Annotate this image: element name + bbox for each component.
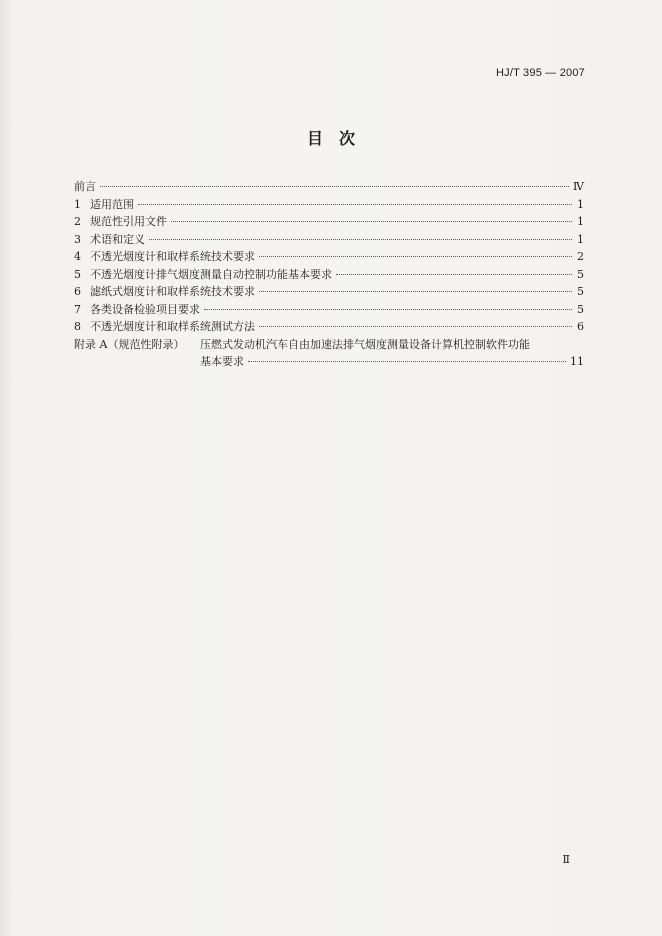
toc-entry-page: 11 xyxy=(570,355,584,368)
toc-entry-label: 适用范围 xyxy=(90,197,134,211)
toc-entry-page: 1 xyxy=(577,232,584,246)
dot-leader xyxy=(259,326,572,327)
toc-entry-page: 1 xyxy=(577,197,584,211)
toc-entry-page: Ⅳ xyxy=(573,180,584,193)
toc-entry-7[interactable] xyxy=(74,301,584,319)
toc-entry-label: 前言 xyxy=(74,180,96,193)
toc-entry-number: 5 xyxy=(74,267,81,281)
dot-leader xyxy=(336,274,572,275)
toc-entry-label: 规范性引用文件 xyxy=(90,215,167,228)
dot-leader xyxy=(259,291,572,292)
appendix-label: 附录 A（规范性附录） xyxy=(74,337,185,351)
dot-leader xyxy=(149,239,572,240)
toc-entry-number: 1 xyxy=(74,197,81,211)
toc-entry-1[interactable] xyxy=(74,196,584,214)
toc-entry-number: 7 xyxy=(74,302,81,316)
dot-leader xyxy=(204,309,572,310)
toc-entry-number: 2 xyxy=(74,215,81,228)
toc-entry-2[interactable] xyxy=(74,213,584,231)
toc-entry-foreword[interactable] xyxy=(74,178,584,196)
toc-entry-8[interactable] xyxy=(74,318,584,336)
toc-entry-number: 4 xyxy=(74,250,81,263)
appendix-title-line1: 压燃式发动机汽车自由加速法排气烟度测量设备计算机控制软件功能 xyxy=(200,337,530,351)
page-number: Ⅱ xyxy=(562,853,570,866)
toc-entry-5[interactable] xyxy=(74,266,584,284)
dot-leader xyxy=(138,204,572,205)
toc-entry-page: 5 xyxy=(577,285,584,298)
toc-entry-page: 5 xyxy=(577,267,584,281)
toc-entry-3[interactable] xyxy=(74,231,584,249)
document-code: HJ/T 395 — 2007 xyxy=(495,67,585,79)
dot-leader xyxy=(171,221,572,222)
toc-entry-page: 6 xyxy=(577,320,584,333)
toc-entry-page: 1 xyxy=(577,215,584,228)
toc-entry-number: 3 xyxy=(74,232,81,246)
toc-entry-page: 2 xyxy=(577,250,584,263)
toc-entry-label: 各类设备检验项目要求 xyxy=(90,302,200,316)
toc-entry-label: 不透光烟度计和取样系统测试方法 xyxy=(90,320,255,333)
dot-leader xyxy=(248,361,566,362)
page-title: 目 次 xyxy=(306,129,355,148)
toc-entry-label: 滤纸式烟度计和取样系统技术要求 xyxy=(90,285,255,298)
toc-entry-label: 不透光烟度计和取样系统技术要求 xyxy=(90,250,255,263)
table-of-contents xyxy=(74,178,584,371)
toc-entry-appendix-a-continued[interactable] xyxy=(74,353,584,371)
appendix-title-line2: 基本要求 xyxy=(200,355,244,368)
dot-leader xyxy=(259,256,572,257)
toc-entry-page: 5 xyxy=(577,302,584,316)
dot-leader xyxy=(100,186,569,187)
toc-entry-4[interactable] xyxy=(74,248,584,266)
toc-entry-number: 6 xyxy=(74,285,81,298)
toc-entry-appendix-a[interactable] xyxy=(74,336,584,354)
toc-entry-label: 不透光烟度计排气烟度测量自动控制功能基本要求 xyxy=(90,267,332,281)
toc-entry-label: 术语和定义 xyxy=(90,232,145,246)
toc-entry-number: 8 xyxy=(74,320,81,333)
toc-entry-6[interactable] xyxy=(74,283,584,301)
